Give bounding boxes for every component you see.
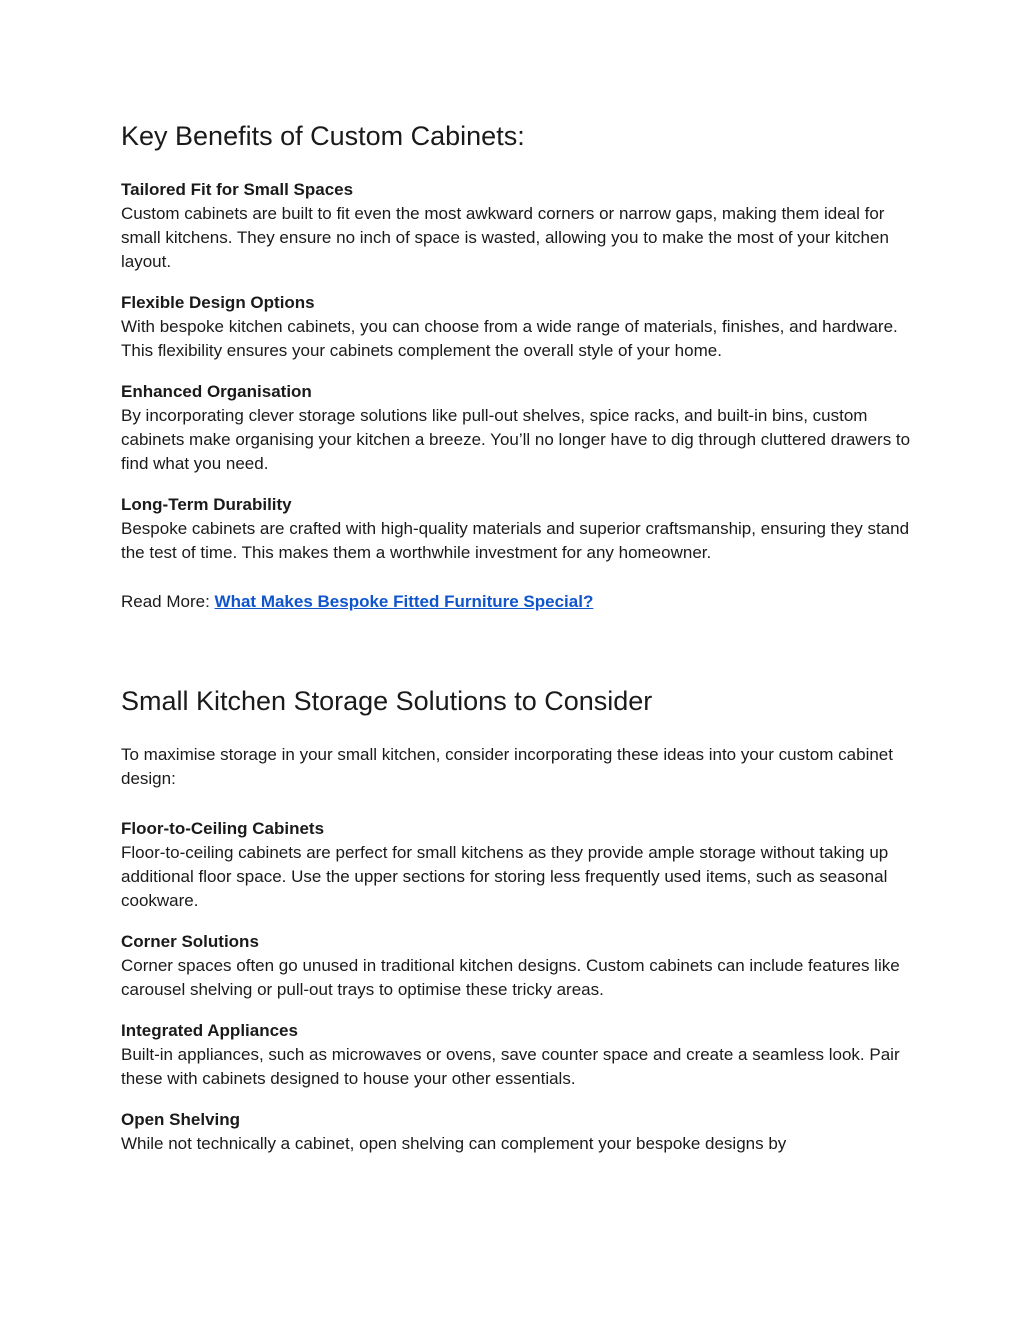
solution-item-floor-to-ceiling — [121, 817, 911, 913]
benefit-item-tailored-fit — [121, 178, 911, 274]
item-title: Corner Solutions — [121, 932, 259, 951]
solution-item-corner — [121, 930, 911, 1002]
item-title: Floor-to-Ceiling Cabinets — [121, 819, 325, 838]
item-body: Floor-to-ceiling cabinets are perfect for small kitchens as they provide ample storage without taking up additional floor space. Use the upper sections for storing less frequently used items, such as seasonal cookware. — [121, 843, 889, 910]
solution-item-open-shelving — [121, 1108, 911, 1156]
section-heading-key-benefits: Key Benefits of Custom Cabinets: — [121, 121, 525, 151]
benefit-item-organisation — [121, 380, 911, 476]
item-title: Enhanced Organisation — [121, 382, 312, 401]
read-more-label: Read More: — [121, 592, 215, 611]
item-body: Corner spaces often go unused in traditional kitchen designs. Custom cabinets can include features like carousel shelving or pull-out trays to optimise these tricky areas. — [121, 956, 900, 999]
read-more-link[interactable]: What Makes Bespoke Fitted Furniture Special? — [214, 592, 594, 611]
document-page — [121, 0, 911, 1156]
item-body: Bespoke cabinets are crafted with high-quality materials and superior craftsmanship, ensuring they stand the test of time. This makes them a worthwhile investment for any homeowner. — [121, 519, 910, 562]
solution-item-integrated-appliances — [121, 1019, 911, 1091]
benefit-item-durability — [121, 493, 911, 565]
benefit-item-flexible-design — [121, 291, 911, 363]
item-body: Custom cabinets are built to fit even the most awkward corners or narrow gaps, making them ideal for small kitchens. They ensure no inch of space is wasted, allowing you to make the most of your kitchen layout. — [121, 204, 889, 271]
read-more-line — [121, 590, 911, 614]
item-title: Flexible Design Options — [121, 293, 315, 312]
item-title: Tailored Fit for Small Spaces — [121, 180, 354, 199]
section-heading-storage-solutions: Small Kitchen Storage Solutions to Consider — [121, 686, 653, 716]
item-title: Long-Term Durability — [121, 495, 292, 514]
section-intro: To maximise storage in your small kitchen, consider incorporating these ideas into your custom cabinet design: — [121, 745, 893, 788]
item-title: Open Shelving — [121, 1110, 241, 1129]
item-body: While not technically a cabinet, open shelving can complement your bespoke designs by — [121, 1134, 787, 1153]
item-body: By incorporating clever storage solutions like pull-out shelves, spice racks, and built-in bins, custom cabinets make organising your kitchen a breeze. You’ll no longer have to dig through cluttered drawers to find what you need. — [121, 406, 911, 473]
item-title: Integrated Appliances — [121, 1021, 298, 1040]
item-body: Built-in appliances, such as microwaves or ovens, save counter space and create a seamless look. Pair these with cabinets designed to house your other essentials. — [121, 1045, 900, 1088]
item-body: With bespoke kitchen cabinets, you can choose from a wide range of materials, finishes, and hardware. This flexibility ensures your cabinets complement the overall style of your home. — [121, 317, 898, 360]
